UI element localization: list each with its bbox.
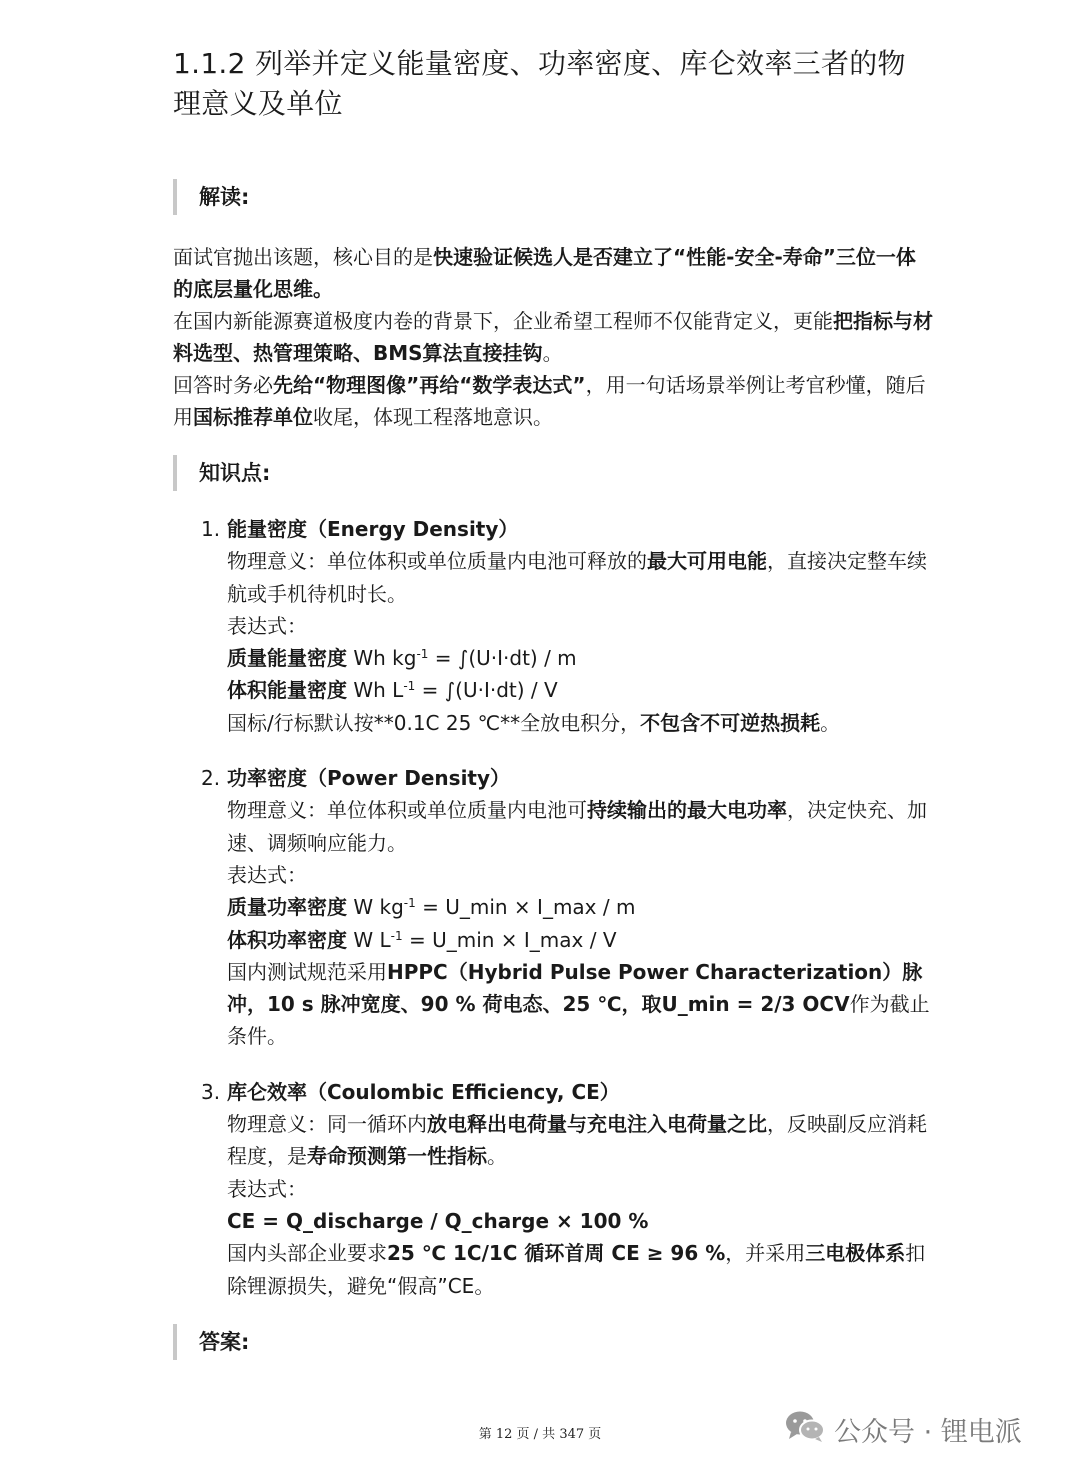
item-title: 能量密度（Energy Density） xyxy=(227,517,519,541)
text-run: ，直接决定整车续航或手机待机时长。 xyxy=(227,549,927,606)
text-run: ，决定快充、加速、调频响应能力。 xyxy=(227,798,927,855)
bold-text: 寿命预测第一性指标 xyxy=(307,1144,487,1169)
bold-text: HPPC（Hybrid Pulse Power Characterization）脉冲，10 s 脉冲宽度、90 % 荷电态、25 ℃，取U_min = 2/3 OCV xyxy=(227,959,923,1017)
watermark-text: 公众号 · 锂电派 xyxy=(834,1416,1022,1448)
text-run: ，用一句话场景举例让考官秒懂，随后用 xyxy=(173,373,926,429)
watermark xyxy=(784,1407,1022,1451)
formula-line xyxy=(227,674,933,706)
text-run: 国标/行标默认按**0.1C 25 ℃**全放电积分， xyxy=(227,710,641,735)
bold-text: 放电释出电荷量与充电注入电荷量之比 xyxy=(427,1112,767,1137)
bold-text: 最大可用电能 xyxy=(647,549,767,574)
bold-text: 持续输出的最大电功率 xyxy=(587,798,787,823)
text-run: = ∫(U·I·dt) / m xyxy=(428,646,577,671)
text-run: = U_min × I_max / m xyxy=(415,895,636,920)
page-number-footer: 第 12 页 / 共 347 页 xyxy=(478,1427,602,1442)
text-run: 物理意义：单位体积或单位质量内电池可 xyxy=(227,798,587,823)
item-meaning xyxy=(227,545,933,610)
text-run: 扣除锂源损失，避免“假高”CE。 xyxy=(227,1241,926,1298)
text-run: 国内头部企业要求 xyxy=(227,1241,387,1266)
formula-name: 质量能量密度 xyxy=(227,646,347,671)
text-run: Wh kg xyxy=(347,646,417,671)
text-run: W L xyxy=(347,927,391,952)
bold-text: 把指标与材料选型、热管理策略、BMS算法直接挂钩 xyxy=(173,309,933,365)
interpretation-paragraph xyxy=(173,369,933,433)
section-heading-knowledge: 知识点: xyxy=(173,455,933,491)
text-run: 物理意义：单位体积或单位质量内电池可释放的 xyxy=(227,549,647,574)
text-run: = ∫(U·I·dt) / V xyxy=(415,678,558,703)
formula-name: 体积能量密度 xyxy=(227,678,347,703)
interpretation-paragraph xyxy=(173,241,933,305)
wechat-icon xyxy=(784,1408,826,1451)
knowledge-list xyxy=(173,513,933,1302)
bold-text: 25 ℃ 1C/1C 循环首周 CE ≥ 96 % xyxy=(387,1241,726,1266)
item-note xyxy=(227,1237,933,1302)
formula-line xyxy=(227,891,933,923)
bold-text: 三电极体系 xyxy=(805,1241,906,1266)
item-meaning xyxy=(227,1108,933,1173)
text-run: ，并采用 xyxy=(725,1241,806,1266)
superscript: -1 xyxy=(416,647,429,662)
interpretation-text xyxy=(173,241,933,433)
expression-label: 表达式： xyxy=(227,613,307,638)
item-meaning xyxy=(227,794,933,859)
formula-name: 体积功率密度 xyxy=(227,927,347,952)
list-number: 1. xyxy=(201,517,221,541)
list-item-power-density xyxy=(173,762,933,1053)
page-title: 1.1.2 列举并定义能量密度、功率密度、库仑效率三者的物理意义及单位 xyxy=(173,47,906,120)
text-run: 。 xyxy=(487,1144,507,1169)
text-run: 国内测试规范采用 xyxy=(227,959,387,984)
text-run: W kg xyxy=(347,895,404,920)
text-run: 作为截止条件。 xyxy=(227,992,930,1049)
expression-label: 表达式： xyxy=(227,1176,307,1201)
item-note xyxy=(227,707,933,739)
list-number: 3. xyxy=(201,1079,221,1104)
text-run: ，反映副反应消耗程度，是 xyxy=(227,1112,927,1169)
bold-text: 先给“物理图像”再给“数学表达式” xyxy=(273,373,586,397)
text-run: 回答时务必 xyxy=(173,373,273,397)
list-number: 2. xyxy=(201,766,221,791)
item-title: 库仑效率（Coulombic Efficiency, CE） xyxy=(227,1079,620,1104)
list-item-coulombic-efficiency xyxy=(173,1076,933,1302)
text-run: 在国内新能源赛道极度内卷的背景下，企业希望工程师不仅能背定义，更能 xyxy=(173,309,833,333)
formula-name: 质量功率密度 xyxy=(227,895,347,920)
section-heading-answer: 答案: xyxy=(173,1324,933,1360)
text-run: Wh L xyxy=(347,678,404,703)
text-run: 物理意义：同一循环内 xyxy=(227,1112,427,1137)
formula-line xyxy=(227,642,933,674)
formula-line xyxy=(227,924,933,956)
expression-label: 表达式： xyxy=(227,862,307,887)
bold-text: 快速验证候选人是否建立了“性能-安全-寿命”三位一体的底层量化思维。 xyxy=(173,245,916,301)
document-body xyxy=(173,44,933,1360)
text-run: 收尾，体现工程落地意识。 xyxy=(313,405,553,429)
item-title: 功率密度（Power Density） xyxy=(227,766,511,791)
list-item-energy-density xyxy=(173,513,933,739)
superscript: -1 xyxy=(403,896,416,911)
superscript: -1 xyxy=(403,679,416,694)
interpretation-paragraph xyxy=(173,305,933,369)
section-heading-interpretation: 解读: xyxy=(173,179,933,215)
text-run: 。 xyxy=(820,710,841,735)
item-note xyxy=(227,956,933,1053)
formula-line: CE = Q_discharge / Q_charge × 100 % xyxy=(227,1208,649,1233)
bold-text: 国标推荐单位 xyxy=(193,405,313,429)
superscript: -1 xyxy=(390,928,403,943)
text-run: 。 xyxy=(542,341,563,365)
text-run: = U_min × I_max / V xyxy=(402,927,617,952)
text-run: 面试官抛出该题，核心目的是 xyxy=(173,245,433,269)
bold-text: 不包含不可逆热损耗 xyxy=(640,710,821,735)
